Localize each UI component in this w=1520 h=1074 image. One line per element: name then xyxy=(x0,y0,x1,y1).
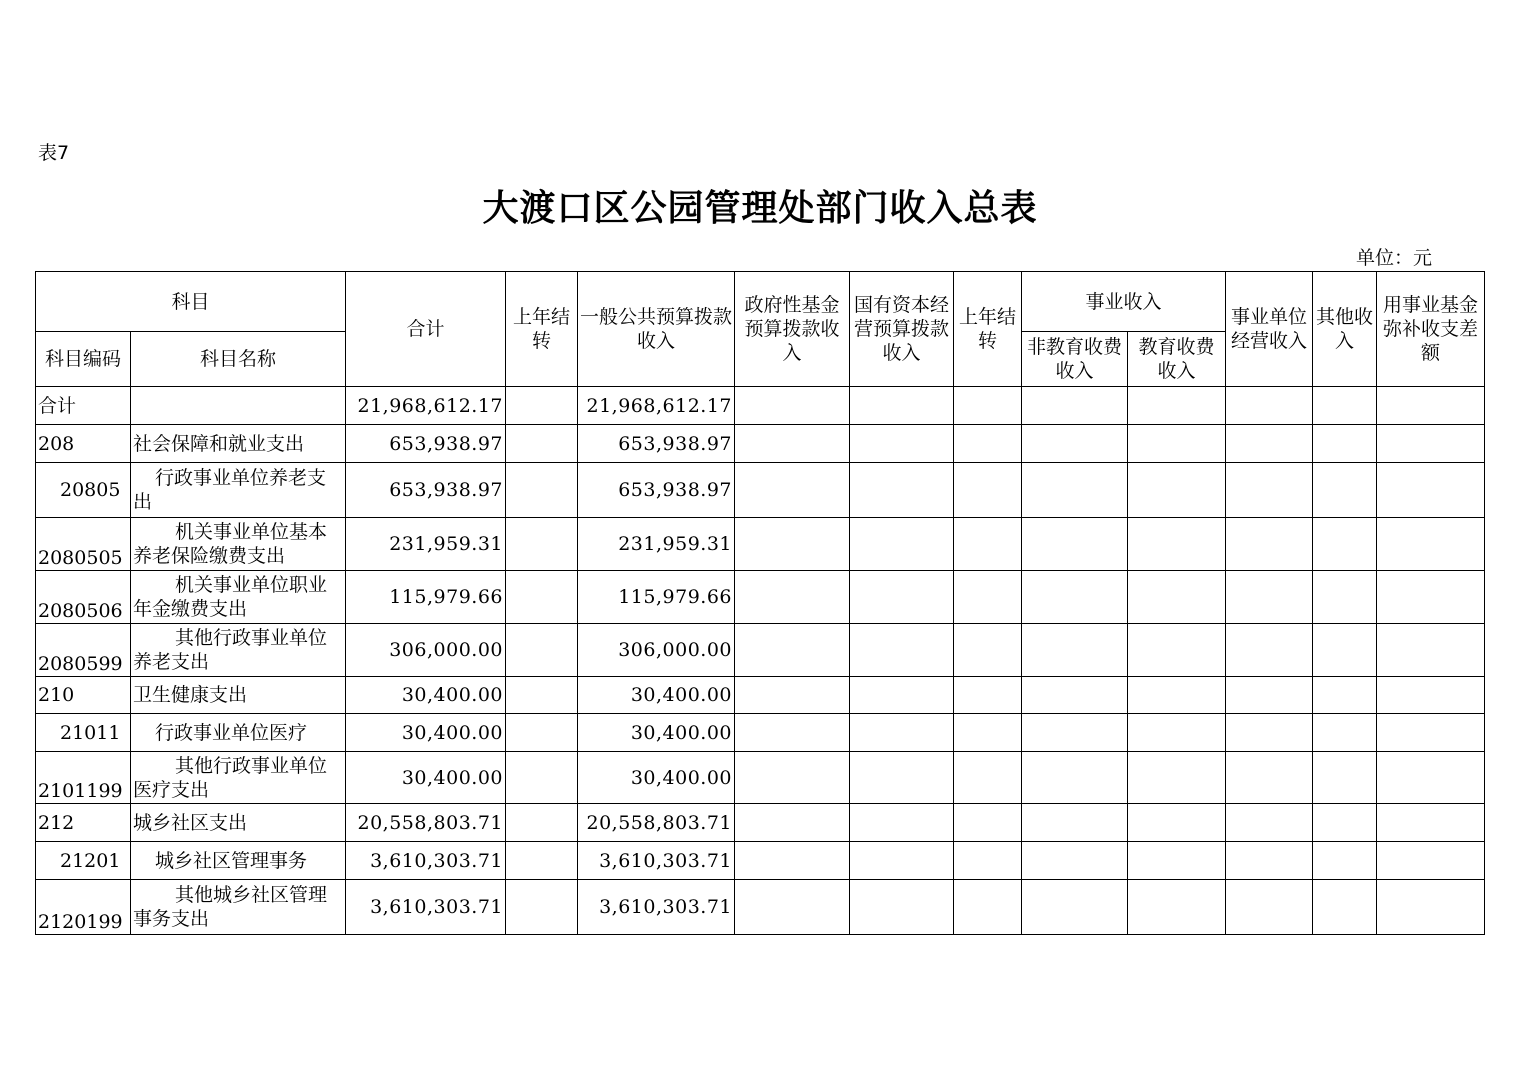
table-row xyxy=(36,518,1485,571)
row-total: 30,400.00 xyxy=(346,752,506,804)
row-code: 21011 xyxy=(36,714,131,752)
row-general: 21,968,612.17 xyxy=(578,387,735,425)
table-row xyxy=(36,880,1485,935)
row-code: 21201 xyxy=(36,842,131,880)
row-code: 212 xyxy=(36,804,131,842)
row-code: 2101199 xyxy=(36,752,131,804)
page-title: 大渡口区公园管理处部门收入总表 xyxy=(482,188,1038,229)
row-total: 30,400.00 xyxy=(346,677,506,714)
header-prev-carry-2: 上年结转 xyxy=(954,272,1022,387)
table-row xyxy=(36,571,1485,624)
row-code: 2080599 xyxy=(36,624,131,677)
table-row xyxy=(36,804,1485,842)
header-edu-fee: 教育收费收入 xyxy=(1128,332,1226,387)
header-fund-offset: 用事业基金弥补收支差额 xyxy=(1377,272,1485,387)
header-business-income: 事业收入 xyxy=(1022,272,1226,332)
header-unit-operating: 事业单位经营收入 xyxy=(1226,272,1313,387)
unit-label: 单位：元 xyxy=(1356,247,1433,269)
row-general: 115,979.66 xyxy=(578,571,735,624)
row-name: 机关事业单位职业年金缴费支出 xyxy=(131,571,346,624)
header-gov-fund: 政府性基金预算拨款收入 xyxy=(735,272,850,387)
header-prev-carry: 上年结转 xyxy=(506,272,578,387)
row-code: 208 xyxy=(36,425,131,463)
row-general: 653,938.97 xyxy=(578,463,735,518)
row-general: 653,938.97 xyxy=(578,425,735,463)
row-general: 30,400.00 xyxy=(578,714,735,752)
row-total: 3,610,303.71 xyxy=(346,842,506,880)
row-total: 30,400.00 xyxy=(346,714,506,752)
table-row xyxy=(36,677,1485,714)
row-code: 210 xyxy=(36,677,131,714)
row-general: 30,400.00 xyxy=(578,752,735,804)
row-name: 社会保障和就业支出 xyxy=(131,425,346,463)
row-code: 合计 xyxy=(36,387,131,425)
row-name: 卫生健康支出 xyxy=(131,677,346,714)
table-row xyxy=(36,387,1485,425)
table-row xyxy=(36,714,1485,752)
row-total: 231,959.31 xyxy=(346,518,506,571)
row-general: 231,959.31 xyxy=(578,518,735,571)
header-other-income: 其他收入 xyxy=(1313,272,1377,387)
row-total: 21,968,612.17 xyxy=(346,387,506,425)
table-row xyxy=(36,842,1485,880)
table-row xyxy=(36,624,1485,677)
row-total: 115,979.66 xyxy=(346,571,506,624)
header-general-budget: 一般公共预算拨款收入 xyxy=(578,272,735,387)
row-name: 其他城乡社区管理事务支出 xyxy=(131,880,346,935)
row-name: 行政事业单位养老支出 xyxy=(131,463,346,518)
row-code: 2120199 xyxy=(36,880,131,935)
row-name: 机关事业单位基本养老保险缴费支出 xyxy=(131,518,346,571)
table-row xyxy=(36,425,1485,463)
header-total: 合计 xyxy=(346,272,506,387)
row-general: 3,610,303.71 xyxy=(578,880,735,935)
row-name: 行政事业单位医疗 xyxy=(131,714,346,752)
header-subject-name: 科目名称 xyxy=(131,332,346,387)
income-table xyxy=(35,271,1485,935)
row-total: 653,938.97 xyxy=(346,463,506,518)
row-name: 其他行政事业单位医疗支出 xyxy=(131,752,346,804)
header-non-edu-fee: 非教育收费收入 xyxy=(1022,332,1128,387)
row-general: 3,610,303.71 xyxy=(578,842,735,880)
row-name: 城乡社区管理事务 xyxy=(131,842,346,880)
row-name: 城乡社区支出 xyxy=(131,804,346,842)
row-general: 30,400.00 xyxy=(578,677,735,714)
header-state-capital: 国有资本经营预算拨款收入 xyxy=(850,272,954,387)
row-total: 20,558,803.71 xyxy=(346,804,506,842)
row-total: 653,938.97 xyxy=(346,425,506,463)
row-general: 306,000.00 xyxy=(578,624,735,677)
table-row xyxy=(36,463,1485,518)
header-subject-code: 科目编码 xyxy=(36,332,131,387)
header-subject: 科目 xyxy=(36,272,346,332)
row-code: 2080506 xyxy=(36,571,131,624)
row-name xyxy=(131,387,346,425)
table-row xyxy=(36,752,1485,804)
row-code: 20805 xyxy=(36,463,131,518)
table-label: 表7 xyxy=(38,142,70,164)
row-name: 其他行政事业单位养老支出 xyxy=(131,624,346,677)
row-total: 3,610,303.71 xyxy=(346,880,506,935)
row-total: 306,000.00 xyxy=(346,624,506,677)
row-general: 20,558,803.71 xyxy=(578,804,735,842)
row-code: 2080505 xyxy=(36,518,131,571)
